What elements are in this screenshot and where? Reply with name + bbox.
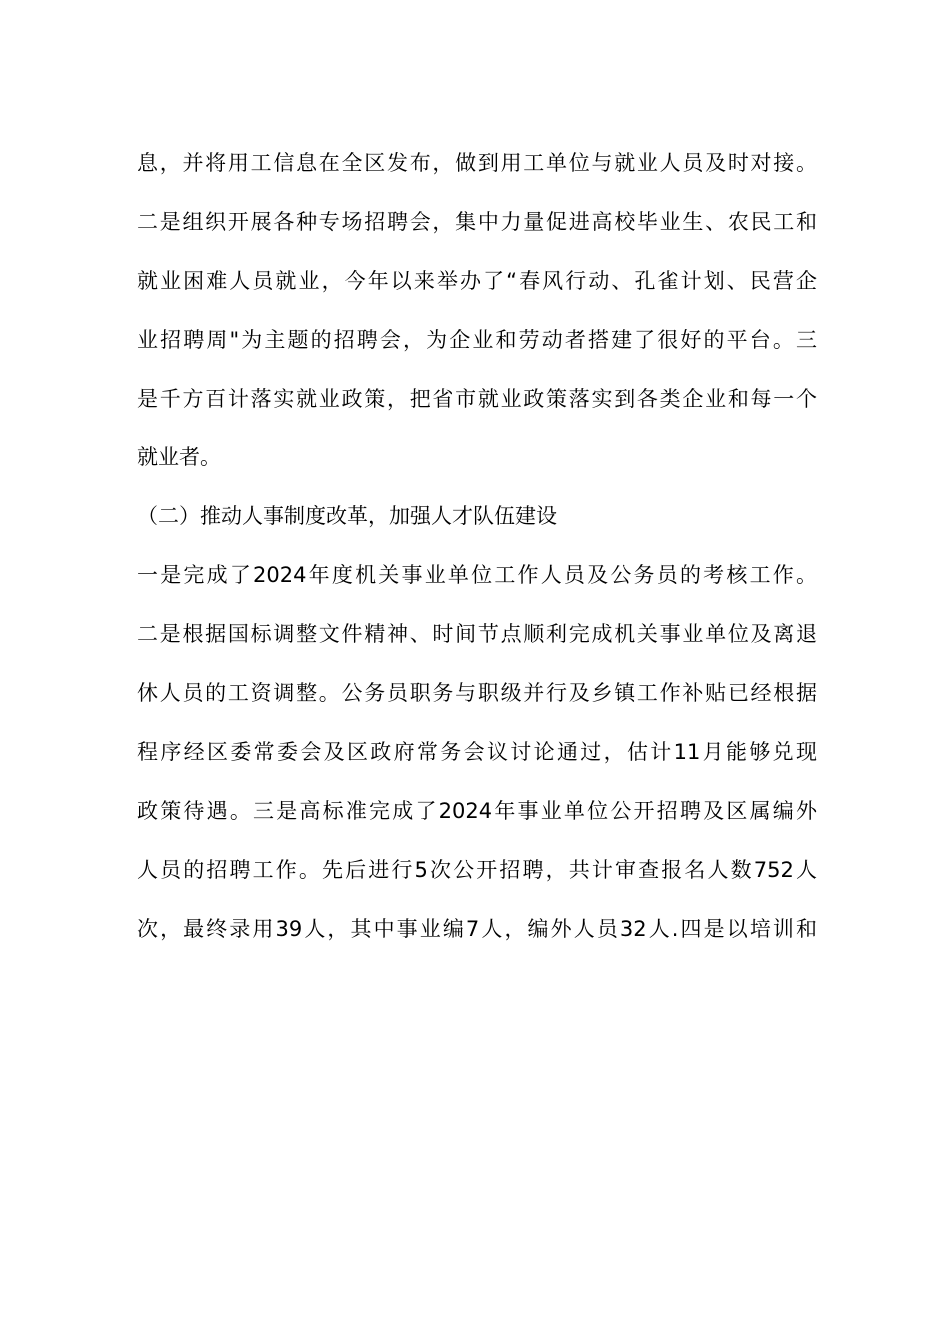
paragraph-line: 政策待遇。三是高标准完成了2024年事业单位公开招聘及区属编外 xyxy=(137,798,817,823)
paragraph-line: 就业困难人员就业，今年以来举办了“春风行动、孔雀计划、民营企 xyxy=(137,268,817,293)
paragraph-line: 就业者。 xyxy=(137,445,221,470)
paragraph-line: （二）推动人事制度改革，加强人才队伍建设 xyxy=(137,504,557,529)
paragraph-line: 业招聘周"为主题的招聘会，为企业和劳动者搭建了很好的平台。三 xyxy=(137,327,817,352)
paragraph-line: 一是完成了2024年度机关事业单位工作人员及公务员的考核工作。 xyxy=(137,563,817,588)
paragraph-line: 人员的招聘工作。先后进行5次公开招聘，共计审查报名人数752人 xyxy=(137,857,817,882)
paragraph-line: 二是根据国标调整文件精神、时间节点顺利完成机关事业单位及离退 xyxy=(137,622,817,647)
paragraph-line: 程序经区委常委会及区政府常务会议讨论通过，估计11月能够兑现 xyxy=(137,739,817,764)
paragraph-line: 二是组织开展各种专场招聘会，集中力量促进高校毕业生、农民工和 xyxy=(137,209,817,234)
paragraph-line: 休人员的工资调整。公务员职务与职级并行及乡镇工作补贴已经根据 xyxy=(137,681,817,706)
paragraph-line: 息，并将用工信息在全区发布，做到用工单位与就业人员及时对接。 xyxy=(137,151,817,175)
paragraph-line: 是千方百计落实就业政策，把省市就业政策落实到各类企业和每一个 xyxy=(137,386,817,411)
paragraph-line: 次，最终录用39人，其中事业编7人，编外人员32人.四是以培训和 xyxy=(137,916,817,941)
document-body xyxy=(137,139,817,963)
